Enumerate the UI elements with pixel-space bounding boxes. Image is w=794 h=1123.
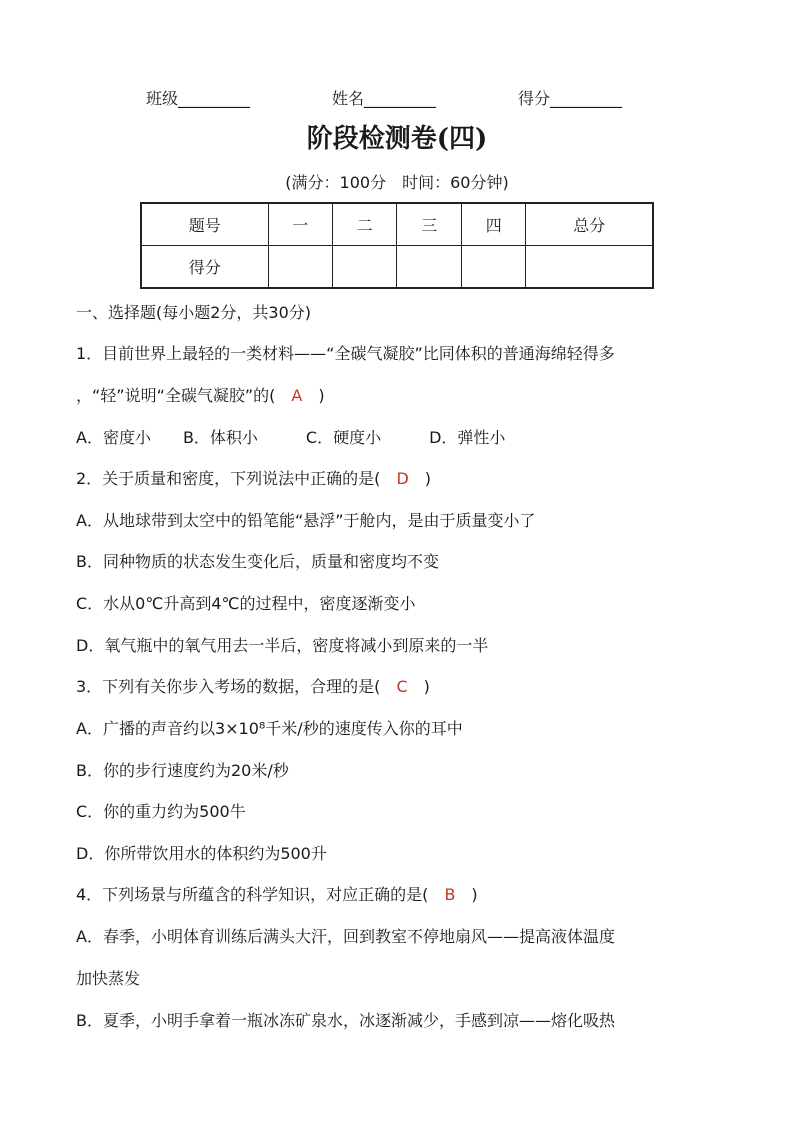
question-1-stem-cont: ，“轻”说明“全碳气凝胶”的( A ) bbox=[76, 386, 325, 405]
answer-1: A bbox=[291, 386, 303, 405]
question-3-option-d: D．你所带饮用水的体积约为500升 bbox=[76, 844, 327, 863]
question-1-options: A．密度小 B．体积小 C．硬度小 D．弹性小 bbox=[76, 428, 506, 447]
answer-4: B bbox=[444, 885, 456, 904]
table-cell: 题号 bbox=[141, 203, 268, 246]
score-input-cell[interactable] bbox=[461, 246, 525, 289]
question-2-option-c: C．水从0℃升高到4℃的过程中，密度逐渐变小 bbox=[76, 594, 416, 613]
score-table bbox=[140, 202, 654, 289]
question-4-option-a: A．春季，小明体育训练后满头大汗，回到教室不停地扇风——提高液体温度 bbox=[76, 927, 615, 946]
section-heading: 一、选择题(每小题2分，共30分) bbox=[76, 303, 312, 322]
score-field[interactable]: 得分_________ bbox=[518, 89, 623, 108]
table-cell: 总分 bbox=[526, 203, 653, 246]
score-input-cell[interactable] bbox=[526, 246, 653, 289]
question-3-option-a: A．广播的声音约以3×10⁸千米/秒的速度传入你的耳中 bbox=[76, 719, 463, 738]
question-3-option-c: C．你的重力约为500牛 bbox=[76, 802, 246, 821]
score-input-cell[interactable] bbox=[333, 246, 397, 289]
question-1-stem: 1．目前世界上最轻的一类材料——“全碳气凝胶”比同体积的普通海绵轻得多 bbox=[76, 344, 615, 363]
question-2-option-a: A．从地球带到太空中的铅笔能“悬浮”于舱内，是由于质量变小了 bbox=[76, 511, 536, 530]
table-cell: 一 bbox=[268, 203, 332, 246]
answer-2: D bbox=[396, 469, 409, 488]
page-title: 阶段检测卷(四) bbox=[306, 124, 488, 154]
table-cell: 三 bbox=[397, 203, 461, 246]
question-3-stem: 3．下列有关你步入考场的数据，合理的是( C ) bbox=[76, 677, 430, 696]
table-cell: 四 bbox=[461, 203, 525, 246]
question-2-stem: 2．关于质量和密度，下列说法中正确的是( D ) bbox=[76, 469, 432, 488]
question-2-option-d: D．氧气瓶中的氧气用去一半后，密度将减小到原来的一半 bbox=[76, 636, 489, 655]
question-2-option-b: B．同种物质的状态发生变化后，质量和密度均不变 bbox=[76, 552, 439, 571]
question-4-option-b: B．夏季，小明手拿着一瓶冰冻矿泉水，冰逐渐减少，手感到凉——熔化吸热 bbox=[76, 1011, 615, 1030]
student-info-row bbox=[0, 86, 794, 110]
exam-meta: (满分：100分 时间：60分钟) bbox=[285, 173, 509, 192]
name-field[interactable]: 姓名_________ bbox=[332, 89, 437, 108]
question-4-option-a-cont: 加快蒸发 bbox=[76, 969, 141, 988]
table-cell: 得分 bbox=[141, 246, 268, 289]
score-input-cell[interactable] bbox=[397, 246, 461, 289]
table-row bbox=[141, 246, 653, 289]
question-3-option-b: B．你的步行速度约为20米/秒 bbox=[76, 761, 289, 780]
table-row bbox=[141, 203, 653, 246]
class-field[interactable]: 班级_________ bbox=[146, 89, 251, 108]
answer-3: C bbox=[396, 677, 408, 696]
table-cell: 二 bbox=[333, 203, 397, 246]
question-4-stem: 4．下列场景与所蕴含的科学知识，对应正确的是( B ) bbox=[76, 885, 478, 904]
score-input-cell[interactable] bbox=[268, 246, 332, 289]
